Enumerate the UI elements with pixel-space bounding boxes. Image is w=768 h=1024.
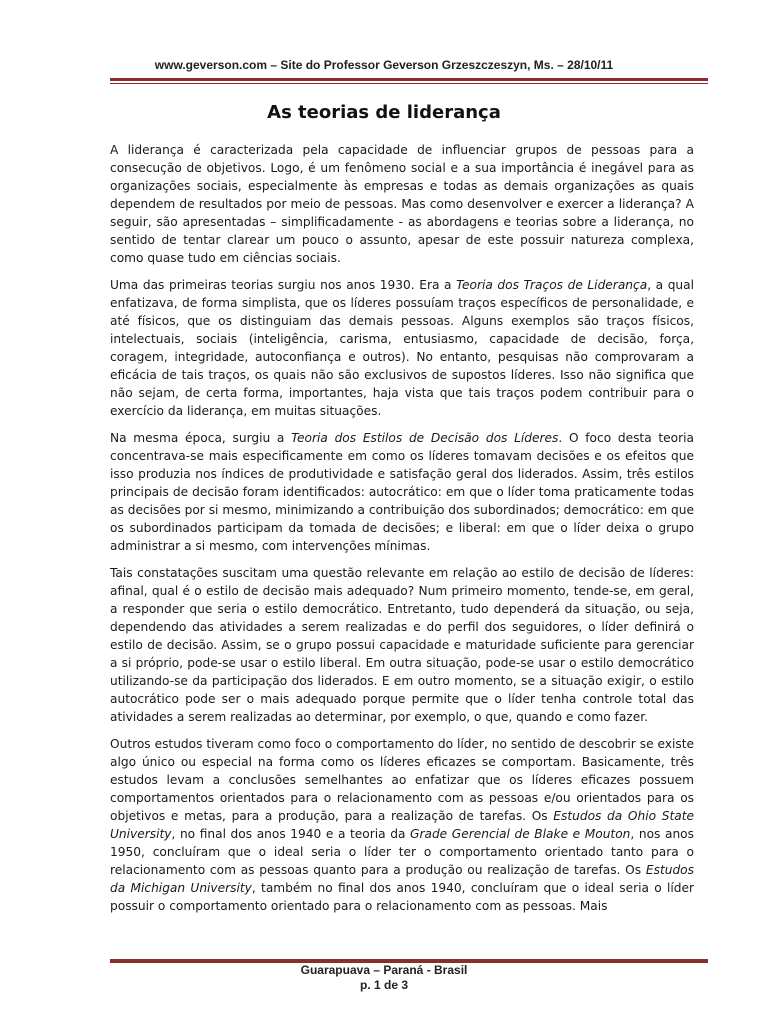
document-title: As teorias de liderança (267, 102, 501, 123)
paragraph (110, 429, 694, 555)
paragraph-text: Tais constatações suscitam uma questão relevante em relação ao estilo de decisão de líderes: afinal, qual é o estilo de decisão mais adequado? Num primeiro momento, tende-se, em geral, a responder que seria o estilo democrático. Entretanto, tudo dependerá da situação, ou seja, dependendo das atividades a serem realizadas e do perfil dos seguidores, o líder definirá o estilo de decisão. Assim, se o grupo possui capacidade e maturidade suficiente para gerenciar a si próprio, pode-se usar o estilo liberal. Em outra situação, pode-se usar o estilo democrático utilizando-se da participação dos liderados. E em outro momento, se a situação exigir, o estilo autocrático pode ser o mais adequado porque permite que o líder tenha controle total das atividades a serem realizadas ao determinar, por exemplo, o que, quando e como fazer. (110, 566, 694, 724)
italic-reference: Teoria dos Traços de Liderança (456, 278, 648, 292)
page-footer (0, 963, 768, 993)
paragraph (110, 564, 694, 726)
italic-reference: Estudos da Michigan University (110, 863, 694, 895)
italic-reference: Grade Gerencial de Blake e Mouton (410, 827, 631, 841)
document-body (110, 141, 694, 924)
italic-reference: Teoria dos Estilos de Decisão dos Líderes (291, 431, 559, 445)
paragraph (110, 276, 694, 420)
paragraph-text: , nos anos 1950, concluíram que o ideal seria o líder ter o comportamento orientado tanto para o relacionamento com as pessoas quanto para a produção ou realização de tarefas. Os (110, 827, 694, 877)
paragraph-text: . O foco desta teoria concentrava-se mais especificamente em como os líderes tomavam decisões e os efeitos que isso produzia nos índices de produtividade e satisfação geral dos liderados. Assim, três estilos principais de decisão foram identificados: autocrático: em que o líder toma praticamente todas as decisões por si mesmo, minimizando a contribuição dos subordinados; democrático: em que os subordinados participam da tomada de decisões; e liberal: em que o líder deixa o grupo administrar a si mesmo, com intervenções mínimas. (110, 431, 694, 553)
paragraph-text: Outros estudos tiveram como foco o comportamento do líder, no sentido de descobrir se existe algo único ou especial na forma como os líderes eficazes se comportam. Basicamente, três estudos levam a conclusões semelhantes ao enfatizar que os líderes eficazes possuem comportamentos orientados para o relacionamento com as pessoas e/ou orientados para os objetivos e metas, para a produção, para a realização de tarefas. Os (110, 737, 694, 823)
paragraph-text: , também no final dos anos 1940, concluíram que o ideal seria o líder possuir o comportamento orientado para o relacionamento com as pessoas. Mais (110, 881, 694, 913)
paragraph-text: A liderança é caracterizada pela capacidade de influenciar grupos de pessoas para a consecução de objetivos. Logo, é um fenômeno social e a sua importância é inegável para as organizações sociais, especialmente às empresas e todas as demais organizações as quais dependem de resultados por meio de pessoas. Mas como desenvolver e exercer a liderança? A seguir, são apresentadas – simplificadamente - as abordagens e teorias sobre a liderança, no sentido de tentar clarear um pouco o assunto, apesar de este possuir natureza complexa, como quase tudo em ciências sociais. (110, 143, 694, 265)
paragraph (110, 141, 694, 267)
paragraph-text: , no final dos anos 1940 e a teoria da (171, 827, 411, 841)
header-divider (110, 78, 708, 84)
paragraph-text: , a qual enfatizava, de forma simplista, que os líderes possuíam traços específicos de personalidade, e até físicos, que os distinguiam das demais pessoas. Alguns exemplos são traços físicos, intelectuais, sociais (inteligência, carisma, entusiasmo, capacidade de decisão, força, coragem, integridade, autoconfiança e outros). No entanto, pesquisas não comprovaram a eficácia de tais traços, os quais não são exclusivos de supostos líderes. Isso não significa que não sejam, de certa forma, importantes, haja vista que tais traços podem contribuir para o exercício da liderança, em muitas situações. (110, 278, 695, 418)
paragraph-text: Uma das primeiras teorias surgiu nos anos 1930. Era a (110, 278, 457, 292)
page-header: www.geverson.com – Site do Professor Geverson Grzeszczeszyn, Ms. – 28/10/11 (154, 58, 614, 72)
footer-location: Guarapuava – Paraná - Brasil (300, 963, 468, 977)
paragraph-text: Na mesma época, surgiu a (110, 431, 292, 445)
italic-reference: Estudos da Ohio State University (110, 809, 694, 841)
footer-page-number: p. 1 de 3 (359, 978, 409, 992)
paragraph (110, 735, 694, 915)
